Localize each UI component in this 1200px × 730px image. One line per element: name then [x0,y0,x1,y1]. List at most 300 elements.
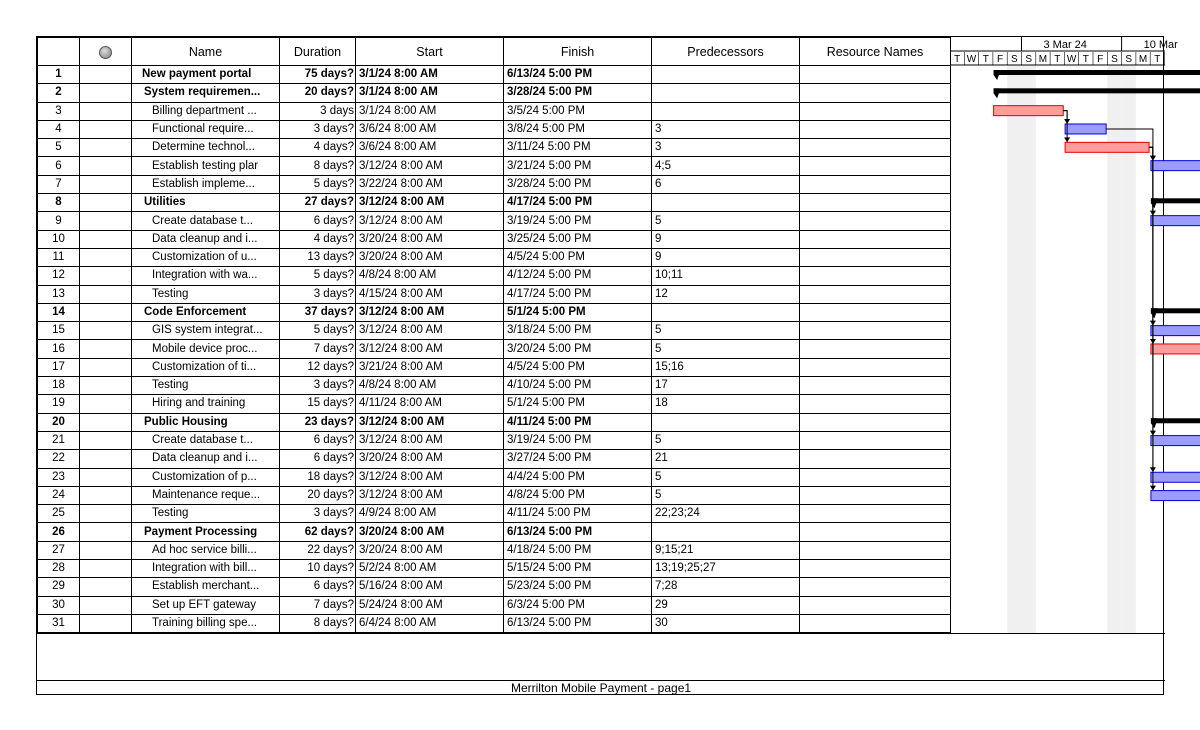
task-start-cell[interactable]: 3/1/24 8:00 AM [356,102,504,120]
task-resource-cell[interactable] [800,267,951,285]
task-start-cell[interactable]: 3/1/24 8:00 AM [356,84,504,102]
table-row[interactable] [38,194,951,212]
table-row[interactable] [38,212,951,230]
task-duration-cell[interactable]: 20 days? [280,486,356,504]
task-finish-cell[interactable]: 6/3/24 5:00 PM [504,596,652,614]
task-name-cell[interactable]: GIS system integrat... [132,322,280,340]
task-resource-cell[interactable] [800,230,951,248]
task-duration-cell[interactable]: 3 days [280,102,356,120]
task-resource-cell[interactable] [800,486,951,504]
task-predecessors-cell[interactable] [652,194,800,212]
task-name-cell[interactable]: Establish merchant... [132,578,280,596]
task-duration-cell[interactable]: 10 days? [280,560,356,578]
task-finish-cell[interactable]: 3/25/24 5:00 PM [504,230,652,248]
task-finish-cell[interactable]: 6/13/24 5:00 PM [504,523,652,541]
task-predecessors-cell[interactable]: 9;15;21 [652,541,800,559]
table-row[interactable] [38,285,951,303]
task-name-cell[interactable]: Create database t... [132,212,280,230]
task-indicator-cell[interactable] [80,102,132,120]
task-id-cell[interactable]: 27 [38,541,80,559]
task-indicator-cell[interactable] [80,322,132,340]
task-indicator-cell[interactable] [80,139,132,157]
task-name-cell[interactable]: Set up EFT gateway [132,596,280,614]
task-duration-cell[interactable]: 3 days? [280,377,356,395]
task-resource-cell[interactable] [800,468,951,486]
task-predecessors-cell[interactable]: 5 [652,322,800,340]
task-predecessors-cell[interactable]: 18 [652,395,800,413]
task-start-cell[interactable]: 6/4/24 8:00 AM [356,614,504,632]
task-id-cell[interactable]: 6 [38,157,80,175]
task-predecessors-cell[interactable]: 3 [652,139,800,157]
table-row[interactable] [38,139,951,157]
task-duration-cell[interactable]: 6 days? [280,450,356,468]
task-indicator-cell[interactable] [80,66,132,84]
task-resource-cell[interactable] [800,120,951,138]
task-finish-cell[interactable]: 3/21/24 5:00 PM [504,157,652,175]
task-finish-cell[interactable]: 4/11/24 5:00 PM [504,505,652,523]
task-finish-cell[interactable]: 4/12/24 5:00 PM [504,267,652,285]
task-predecessors-cell[interactable]: 5 [652,468,800,486]
column-header-id[interactable] [38,38,80,66]
task-indicator-cell[interactable] [80,358,132,376]
task-predecessors-cell[interactable]: 5 [652,431,800,449]
task-indicator-cell[interactable] [80,614,132,632]
task-finish-cell[interactable]: 3/19/24 5:00 PM [504,431,652,449]
task-finish-cell[interactable]: 4/17/24 5:00 PM [504,285,652,303]
day-label: W [1066,54,1077,65]
table-row[interactable] [38,303,951,321]
table-row[interactable] [38,340,951,358]
task-name-cell[interactable]: Data cleanup and i... [132,230,280,248]
task-duration-cell[interactable]: 7 days? [280,596,356,614]
task-indicator-cell[interactable] [80,431,132,449]
task-start-cell[interactable]: 4/9/24 8:00 AM [356,505,504,523]
dependency-arrowhead [1150,486,1156,491]
task-name-cell[interactable]: Customization of ti... [132,358,280,376]
task-duration-cell[interactable]: 13 days? [280,248,356,266]
task-start-cell[interactable]: 3/12/24 8:00 AM [356,340,504,358]
task-indicator-cell[interactable] [80,541,132,559]
task-indicator-cell[interactable] [80,560,132,578]
task-predecessors-cell[interactable]: 10;11 [652,267,800,285]
gantt-chart [950,37,1178,633]
task-bar [1151,472,1200,482]
task-resource-cell[interactable] [800,505,951,523]
task-start-cell[interactable]: 3/12/24 8:00 AM [356,157,504,175]
task-predecessors-cell[interactable]: 5 [652,486,800,504]
task-resource-cell[interactable] [800,614,951,632]
task-id-cell[interactable]: 9 [38,212,80,230]
task-name-cell[interactable]: Public Housing [132,413,280,431]
task-id-cell[interactable]: 28 [38,560,80,578]
task-name-cell[interactable]: Testing [132,505,280,523]
dependency-link [1149,147,1153,433]
column-header-finish[interactable]: Finish [504,38,652,66]
task-resource-cell[interactable] [800,66,951,84]
task-duration-cell[interactable]: 37 days? [280,303,356,321]
task-resource-cell[interactable] [800,194,951,212]
task-name-cell[interactable]: Mobile device proc... [132,340,280,358]
task-finish-cell[interactable]: 4/11/24 5:00 PM [504,413,652,431]
task-indicator-cell[interactable] [80,285,132,303]
task-id-cell[interactable]: 18 [38,377,80,395]
task-id-cell[interactable]: 22 [38,450,80,468]
table-row[interactable] [38,120,951,138]
task-duration-cell[interactable]: 62 days? [280,523,356,541]
task-id-cell[interactable]: 20 [38,413,80,431]
task-predecessors-cell[interactable] [652,102,800,120]
task-start-cell[interactable]: 3/12/24 8:00 AM [356,413,504,431]
task-id-cell[interactable]: 31 [38,614,80,632]
task-indicator-cell[interactable] [80,267,132,285]
task-finish-cell[interactable]: 3/28/24 5:00 PM [504,84,652,102]
table-row[interactable] [38,450,951,468]
task-resource-cell[interactable] [800,395,951,413]
task-name-cell[interactable]: Determine technol... [132,139,280,157]
task-duration-cell[interactable]: 6 days? [280,212,356,230]
summary-bar [994,88,1200,93]
table-row[interactable] [38,431,951,449]
task-indicator-cell[interactable] [80,578,132,596]
task-duration-cell[interactable]: 4 days? [280,230,356,248]
dependency-link [1149,147,1153,323]
task-predecessors-cell[interactable]: 5 [652,212,800,230]
task-id-cell[interactable]: 25 [38,505,80,523]
task-indicator-cell[interactable] [80,194,132,212]
task-name-cell[interactable]: Code Enforcement [132,303,280,321]
task-indicator-cell[interactable] [80,523,132,541]
task-name-cell[interactable]: Integration with wa... [132,267,280,285]
task-duration-cell[interactable]: 8 days? [280,614,356,632]
task-name-cell[interactable]: Payment Processing [132,523,280,541]
table-row[interactable] [38,102,951,120]
task-finish-cell[interactable]: 3/20/24 5:00 PM [504,340,652,358]
column-header-duration[interactable]: Duration [280,38,356,66]
task-start-cell[interactable]: 4/8/24 8:00 AM [356,267,504,285]
table-row[interactable] [38,84,951,102]
column-header-predecessors[interactable]: Predecessors [652,38,800,66]
task-id-cell[interactable]: 24 [38,486,80,504]
task-start-cell[interactable]: 3/22/24 8:00 AM [356,175,504,193]
task-name-cell[interactable]: Training billing spe... [132,614,280,632]
task-name-cell[interactable]: Functional require... [132,120,280,138]
task-name-cell[interactable]: Customization of u... [132,248,280,266]
task-start-cell[interactable]: 4/15/24 8:00 AM [356,285,504,303]
task-indicator-cell[interactable] [80,303,132,321]
task-id-cell[interactable]: 21 [38,431,80,449]
task-duration-cell[interactable]: 5 days? [280,175,356,193]
task-indicator-cell[interactable] [80,175,132,193]
task-id-cell[interactable]: 8 [38,194,80,212]
task-finish-cell[interactable]: 5/23/24 5:00 PM [504,578,652,596]
task-start-cell[interactable]: 3/12/24 8:00 AM [356,303,504,321]
table-row[interactable] [38,596,951,614]
task-predecessors-cell[interactable]: 22;23;24 [652,505,800,523]
task-resource-cell[interactable] [800,450,951,468]
task-finish-cell[interactable]: 3/8/24 5:00 PM [504,120,652,138]
task-id-cell[interactable]: 23 [38,468,80,486]
task-indicator-cell[interactable] [80,84,132,102]
task-id-cell[interactable]: 13 [38,285,80,303]
task-resource-cell[interactable] [800,541,951,559]
task-resource-cell[interactable] [800,578,951,596]
task-name-cell[interactable]: Testing [132,377,280,395]
task-resource-cell[interactable] [800,139,951,157]
task-duration-cell[interactable]: 3 days? [280,120,356,138]
task-resource-cell[interactable] [800,340,951,358]
table-row[interactable] [38,230,951,248]
task-resource-cell[interactable] [800,596,951,614]
task-finish-cell[interactable]: 4/10/24 5:00 PM [504,377,652,395]
task-finish-cell[interactable]: 3/5/24 5:00 PM [504,102,652,120]
task-predecessors-cell[interactable]: 4;5 [652,157,800,175]
column-header-name[interactable]: Name [132,38,280,66]
task-finish-cell[interactable]: 4/4/24 5:00 PM [504,468,652,486]
task-predecessors-cell[interactable]: 21 [652,450,800,468]
task-predecessors-cell[interactable]: 29 [652,596,800,614]
task-resource-cell[interactable] [800,413,951,431]
table-row[interactable] [38,322,951,340]
task-id-cell[interactable]: 1 [38,66,80,84]
task-finish-cell[interactable]: 3/28/24 5:00 PM [504,175,652,193]
task-start-cell[interactable]: 5/24/24 8:00 AM [356,596,504,614]
task-id-cell[interactable]: 29 [38,578,80,596]
task-predecessors-cell[interactable]: 9 [652,230,800,248]
task-finish-cell[interactable]: 3/18/24 5:00 PM [504,322,652,340]
task-finish-cell[interactable]: 3/27/24 5:00 PM [504,450,652,468]
task-indicator-cell[interactable] [80,505,132,523]
task-predecessors-cell[interactable] [652,303,800,321]
task-predecessors-cell[interactable]: 7;28 [652,578,800,596]
task-id-cell[interactable]: 15 [38,322,80,340]
task-predecessors-cell[interactable]: 12 [652,285,800,303]
task-resource-cell[interactable] [800,102,951,120]
task-finish-cell[interactable]: 4/5/24 5:00 PM [504,358,652,376]
task-indicator-cell[interactable] [80,395,132,413]
task-name-cell[interactable]: Customization of p... [132,468,280,486]
task-name-cell[interactable]: System requiremen... [132,84,280,102]
task-id-cell[interactable]: 11 [38,248,80,266]
task-name-cell[interactable]: New payment portal [132,66,280,84]
task-finish-cell[interactable]: 4/5/24 5:00 PM [504,248,652,266]
table-row[interactable] [38,248,951,266]
task-resource-cell[interactable] [800,523,951,541]
task-predecessors-cell[interactable] [652,66,800,84]
task-finish-cell[interactable]: 4/18/24 5:00 PM [504,541,652,559]
table-row[interactable] [38,560,951,578]
task-finish-cell[interactable]: 3/11/24 5:00 PM [504,139,652,157]
task-id-cell[interactable]: 30 [38,596,80,614]
task-name-cell[interactable]: Testing [132,285,280,303]
task-name-cell[interactable]: Billing department ... [132,102,280,120]
task-predecessors-cell[interactable]: 3 [652,120,800,138]
task-predecessors-cell[interactable]: 9 [652,248,800,266]
table-row[interactable] [38,395,951,413]
task-finish-cell[interactable]: 6/13/24 5:00 PM [504,66,652,84]
task-predecessors-cell[interactable] [652,84,800,102]
task-id-cell[interactable]: 26 [38,523,80,541]
task-duration-cell[interactable]: 3 days? [280,285,356,303]
task-name-cell[interactable]: Integration with bill... [132,560,280,578]
task-duration-cell[interactable]: 8 days? [280,157,356,175]
task-id-cell[interactable]: 4 [38,120,80,138]
task-duration-cell[interactable]: 27 days? [280,194,356,212]
table-row[interactable] [38,267,951,285]
task-finish-cell[interactable]: 5/15/24 5:00 PM [504,560,652,578]
task-resource-cell[interactable] [800,212,951,230]
info-icon [99,46,112,59]
table-row[interactable] [38,413,951,431]
task-start-cell[interactable]: 3/20/24 8:00 AM [356,541,504,559]
task-start-cell[interactable]: 3/12/24 8:00 AM [356,194,504,212]
task-name-cell[interactable]: Establish impleme... [132,175,280,193]
task-finish-cell[interactable]: 4/17/24 5:00 PM [504,194,652,212]
task-predecessors-cell[interactable]: 15;16 [652,358,800,376]
task-indicator-cell[interactable] [80,340,132,358]
column-header-start[interactable]: Start [356,38,504,66]
task-indicator-cell[interactable] [80,450,132,468]
table-row[interactable] [38,523,951,541]
column-header-indicators[interactable] [80,38,132,66]
table-row[interactable] [38,377,951,395]
task-name-cell[interactable]: Create database t... [132,431,280,449]
task-id-cell[interactable]: 7 [38,175,80,193]
task-finish-cell[interactable]: 6/13/24 5:00 PM [504,614,652,632]
table-row[interactable] [38,468,951,486]
task-duration-cell[interactable]: 5 days? [280,267,356,285]
task-duration-cell[interactable]: 3 days? [280,505,356,523]
task-indicator-cell[interactable] [80,157,132,175]
column-header-resource-names[interactable]: Resource Names [800,38,951,66]
table-row[interactable] [38,505,951,523]
task-resource-cell[interactable] [800,358,951,376]
day-label: M [1138,54,1148,65]
task-start-cell[interactable]: 3/6/24 8:00 AM [356,120,504,138]
task-start-cell[interactable]: 4/8/24 8:00 AM [356,377,504,395]
task-indicator-cell[interactable] [80,486,132,504]
task-table [37,37,951,633]
task-resource-cell[interactable] [800,285,951,303]
task-resource-cell[interactable] [800,377,951,395]
task-predecessors-cell[interactable]: 5 [652,340,800,358]
task-start-cell[interactable]: 4/11/24 8:00 AM [356,395,504,413]
task-start-cell[interactable]: 3/20/24 8:00 AM [356,230,504,248]
task-duration-cell[interactable]: 22 days? [280,541,356,559]
task-name-cell[interactable]: Ad hoc service billi... [132,541,280,559]
task-id-cell[interactable]: 16 [38,340,80,358]
task-start-cell[interactable]: 3/12/24 8:00 AM [356,212,504,230]
task-resource-cell[interactable] [800,157,951,175]
task-start-cell[interactable]: 3/1/24 8:00 AM [356,66,504,84]
task-start-cell[interactable]: 3/12/24 8:00 AM [356,431,504,449]
task-resource-cell[interactable] [800,248,951,266]
task-start-cell[interactable]: 3/20/24 8:00 AM [356,523,504,541]
task-indicator-cell[interactable] [80,468,132,486]
task-indicator-cell[interactable] [80,120,132,138]
task-duration-cell[interactable]: 75 days? [280,66,356,84]
task-finish-cell[interactable]: 5/1/24 5:00 PM [504,395,652,413]
task-id-cell[interactable]: 17 [38,358,80,376]
task-duration-cell[interactable]: 23 days? [280,413,356,431]
task-id-cell[interactable]: 5 [38,139,80,157]
task-start-cell[interactable]: 3/6/24 8:00 AM [356,139,504,157]
table-row[interactable] [38,486,951,504]
task-resource-cell[interactable] [800,303,951,321]
task-name-cell[interactable]: Hiring and training [132,395,280,413]
task-resource-cell[interactable] [800,560,951,578]
task-id-cell[interactable]: 19 [38,395,80,413]
task-indicator-cell[interactable] [80,248,132,266]
task-predecessors-cell[interactable] [652,413,800,431]
task-start-cell[interactable]: 3/20/24 8:00 AM [356,248,504,266]
task-resource-cell[interactable] [800,175,951,193]
table-row[interactable] [38,175,951,193]
task-start-cell[interactable]: 3/12/24 8:00 AM [356,468,504,486]
task-name-cell[interactable]: Utilities [132,194,280,212]
task-duration-cell[interactable]: 18 days? [280,468,356,486]
table-row[interactable] [38,614,951,632]
task-duration-cell[interactable]: 12 days? [280,358,356,376]
task-indicator-cell[interactable] [80,230,132,248]
task-start-cell[interactable]: 5/2/24 8:00 AM [356,560,504,578]
task-id-cell[interactable]: 2 [38,84,80,102]
task-predecessors-cell[interactable]: 17 [652,377,800,395]
task-predecessors-cell[interactable] [652,523,800,541]
task-finish-cell[interactable]: 3/19/24 5:00 PM [504,212,652,230]
task-name-cell[interactable]: Data cleanup and i... [132,450,280,468]
task-id-cell[interactable]: 3 [38,102,80,120]
task-duration-cell[interactable]: 15 days? [280,395,356,413]
table-row[interactable] [38,578,951,596]
task-bar [1151,491,1200,501]
task-id-cell[interactable]: 14 [38,303,80,321]
task-start-cell[interactable]: 3/12/24 8:00 AM [356,486,504,504]
task-id-cell[interactable]: 12 [38,267,80,285]
table-row[interactable] [38,541,951,559]
task-duration-cell[interactable]: 4 days? [280,139,356,157]
task-duration-cell[interactable]: 6 days? [280,578,356,596]
task-id-cell[interactable]: 10 [38,230,80,248]
task-indicator-cell[interactable] [80,596,132,614]
task-predecessors-cell[interactable]: 6 [652,175,800,193]
task-start-cell[interactable]: 3/12/24 8:00 AM [356,322,504,340]
table-row[interactable] [38,157,951,175]
task-finish-cell[interactable]: 5/1/24 5:00 PM [504,303,652,321]
task-indicator-cell[interactable] [80,212,132,230]
task-resource-cell[interactable] [800,431,951,449]
task-start-cell[interactable]: 5/16/24 8:00 AM [356,578,504,596]
page-footer: Merrilton Mobile Payment - page1 [37,680,1165,696]
task-indicator-cell[interactable] [80,377,132,395]
task-duration-cell[interactable]: 7 days? [280,340,356,358]
task-start-cell[interactable]: 3/20/24 8:00 AM [356,450,504,468]
task-duration-cell[interactable]: 6 days? [280,431,356,449]
task-duration-cell[interactable]: 5 days? [280,322,356,340]
task-bar [1151,436,1200,446]
task-resource-cell[interactable] [800,84,951,102]
table-row[interactable] [38,66,951,84]
task-name-cell[interactable]: Maintenance reque... [132,486,280,504]
task-start-cell[interactable]: 3/21/24 8:00 AM [356,358,504,376]
task-indicator-cell[interactable] [80,413,132,431]
table-row[interactable] [38,358,951,376]
task-duration-cell[interactable]: 20 days? [280,84,356,102]
task-resource-cell[interactable] [800,322,951,340]
task-name-cell[interactable]: Establish testing plar [132,157,280,175]
task-finish-cell[interactable]: 4/8/24 5:00 PM [504,486,652,504]
task-predecessors-cell[interactable]: 30 [652,614,800,632]
task-predecessors-cell[interactable]: 13;19;25;27 [652,560,800,578]
